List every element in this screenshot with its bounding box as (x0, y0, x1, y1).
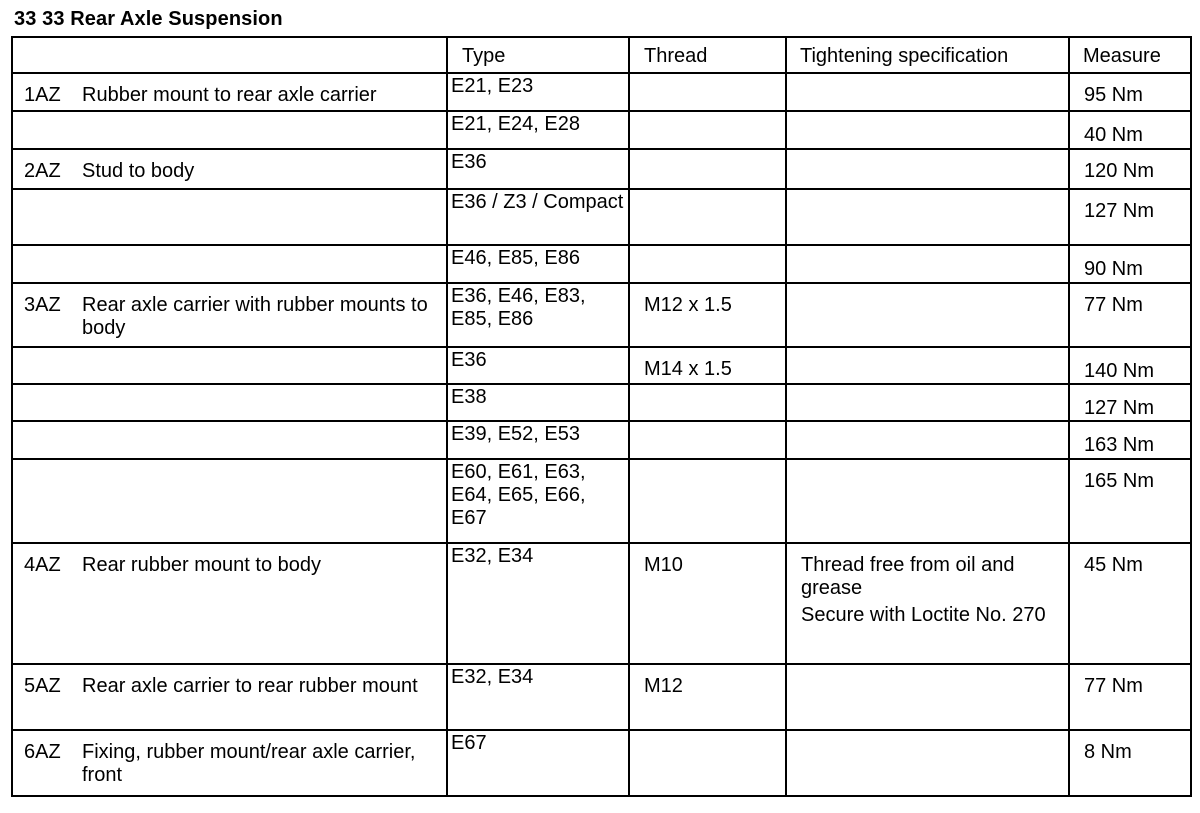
thread-cell (629, 384, 786, 421)
type-value: E38 (451, 386, 487, 408)
thread-cell (629, 347, 786, 384)
tightening-spec-note: Secure with Loctite No. 270 (801, 604, 1046, 626)
tightening-spec-cell (786, 73, 1069, 111)
item-cell (12, 111, 447, 149)
tightening-spec-note: Thread free from oil and grease (801, 554, 1015, 599)
measure-cell (1069, 111, 1191, 149)
thread-cell (629, 283, 786, 347)
thread-cell (629, 421, 786, 459)
thread-cell (629, 149, 786, 189)
table-row (12, 664, 1191, 730)
item-cell (12, 283, 447, 347)
item-cell (12, 384, 447, 421)
measure-value: 127 Nm (1084, 200, 1155, 222)
table-row (12, 73, 1191, 111)
type-value: E21, E24, E28 (451, 113, 580, 135)
measure-cell (1069, 543, 1191, 664)
measure-value: 140 Nm (1084, 360, 1155, 382)
item-code: 3AZ (24, 294, 61, 316)
tightening-spec-cell (786, 347, 1069, 384)
type-cell (447, 543, 629, 664)
tightening-spec-cell (786, 189, 1069, 245)
measure-cell (1069, 283, 1191, 347)
tightening-spec-cell (786, 111, 1069, 149)
type-cell (447, 245, 629, 283)
type-value: E21, E23 (451, 75, 534, 97)
table-row (12, 421, 1191, 459)
type-cell (447, 384, 629, 421)
column-header-thread: Thread (629, 37, 786, 73)
tightening-spec-cell (786, 384, 1069, 421)
item-description: Rubber mount to rear axle carrier (82, 84, 377, 106)
thread-value: M12 (644, 675, 683, 697)
thread-cell (629, 543, 786, 664)
type-cell (447, 73, 629, 111)
column-header-tightening-specification: Tightening specification (786, 37, 1069, 73)
table-row (12, 730, 1191, 796)
thread-value: M12 x 1.5 (644, 294, 732, 316)
tightening-spec-cell (786, 459, 1069, 543)
table-row (12, 459, 1191, 543)
measure-cell (1069, 664, 1191, 730)
item-code: 6AZ (24, 741, 61, 763)
table-row (12, 111, 1191, 149)
measure-cell (1069, 347, 1191, 384)
measure-cell (1069, 459, 1191, 543)
item-cell (12, 347, 447, 384)
thread-cell (629, 73, 786, 111)
thread-value (630, 150, 785, 160)
torque-spec-table (11, 36, 1192, 797)
table-row (12, 384, 1191, 421)
measure-cell (1069, 245, 1191, 283)
type-value: E67 (451, 732, 487, 754)
thread-cell (629, 730, 786, 796)
thread-cell (629, 245, 786, 283)
column-header-type: Type (447, 37, 629, 73)
type-value: E32, E34 (451, 545, 534, 567)
tightening-spec-cell (786, 283, 1069, 347)
type-cell (447, 421, 629, 459)
type-value: E46, E85, E86 (451, 247, 580, 269)
type-value: E36 (451, 349, 487, 371)
type-value: E60, E61, E63, E64, E65, E66, E67 (451, 461, 586, 529)
item-cell (12, 543, 447, 664)
measure-value: 165 Nm (1084, 470, 1155, 492)
item-code: 1AZ (24, 84, 61, 106)
table-row (12, 347, 1191, 384)
item-cell (12, 189, 447, 245)
table-row (12, 245, 1191, 283)
type-value: E36 / Z3 / Compact (451, 191, 624, 213)
measure-value: 77 Nm (1084, 675, 1143, 697)
thread-value (630, 385, 785, 395)
item-description: Stud to body (82, 160, 195, 182)
table-row (12, 189, 1191, 245)
type-cell (447, 149, 629, 189)
tightening-spec-cell (786, 730, 1069, 796)
measure-cell (1069, 73, 1191, 111)
thread-value (630, 190, 785, 200)
type-value: E32, E34 (451, 666, 534, 688)
measure-value: 95 Nm (1084, 84, 1143, 106)
measure-cell (1069, 421, 1191, 459)
item-code: 2AZ (24, 160, 61, 182)
thread-value: M14 x 1.5 (644, 358, 732, 380)
thread-value (630, 112, 785, 122)
type-cell (447, 111, 629, 149)
item-description: Rear axle carrier with rubber mounts to body (82, 294, 428, 339)
item-cell (12, 149, 447, 189)
type-cell (447, 189, 629, 245)
thread-cell (629, 189, 786, 245)
type-cell (447, 730, 629, 796)
measure-value: 163 Nm (1084, 434, 1155, 456)
page-title: 33 33 Rear Axle Suspension (14, 8, 283, 30)
measure-value: 8 Nm (1084, 741, 1132, 763)
measure-value: 120 Nm (1084, 160, 1155, 182)
tightening-spec-cell (786, 543, 1069, 664)
type-value: E36, E46, E83, E85, E86 (451, 285, 586, 330)
measure-cell (1069, 384, 1191, 421)
tightening-spec-cell (786, 245, 1069, 283)
item-description: Rear rubber mount to body (82, 554, 322, 576)
thread-cell (629, 459, 786, 543)
item-description: Rear axle carrier to rear rubber mount (82, 675, 418, 697)
thread-cell (629, 664, 786, 730)
measure-cell (1069, 730, 1191, 796)
thread-cell (629, 111, 786, 149)
item-cell (12, 459, 447, 543)
measure-value: 45 Nm (1084, 554, 1143, 576)
tightening-spec-cell (786, 421, 1069, 459)
measure-value: 127 Nm (1084, 397, 1155, 419)
table-row (12, 543, 1191, 664)
item-cell (12, 664, 447, 730)
type-cell (447, 664, 629, 730)
type-cell (447, 347, 629, 384)
thread-value (630, 246, 785, 256)
type-value: E39, E52, E53 (451, 423, 580, 445)
table-header-row (12, 37, 1191, 73)
item-code: 4AZ (24, 554, 61, 576)
thread-value (630, 460, 785, 470)
item-cell (12, 245, 447, 283)
column-header-item (12, 37, 447, 73)
measure-cell (1069, 189, 1191, 245)
type-value: E36 (451, 151, 487, 173)
type-cell (447, 459, 629, 543)
thread-value (630, 422, 785, 432)
table-row (12, 149, 1191, 189)
table-row (12, 283, 1191, 347)
item-cell (12, 421, 447, 459)
measure-value: 40 Nm (1084, 124, 1143, 146)
thread-value (630, 74, 785, 84)
item-description: Fixing, rubber mount/rear axle carrier, front (82, 741, 416, 786)
thread-value: M10 (644, 554, 683, 576)
item-code: 5AZ (24, 675, 61, 697)
tightening-spec-cell (786, 664, 1069, 730)
type-cell (447, 283, 629, 347)
item-cell (12, 730, 447, 796)
tightening-spec-cell (786, 149, 1069, 189)
column-header-measure: Measure (1069, 37, 1191, 73)
thread-value (630, 731, 785, 741)
measure-value: 90 Nm (1084, 258, 1143, 280)
measure-value: 77 Nm (1084, 294, 1143, 316)
measure-cell (1069, 149, 1191, 189)
item-cell (12, 73, 447, 111)
